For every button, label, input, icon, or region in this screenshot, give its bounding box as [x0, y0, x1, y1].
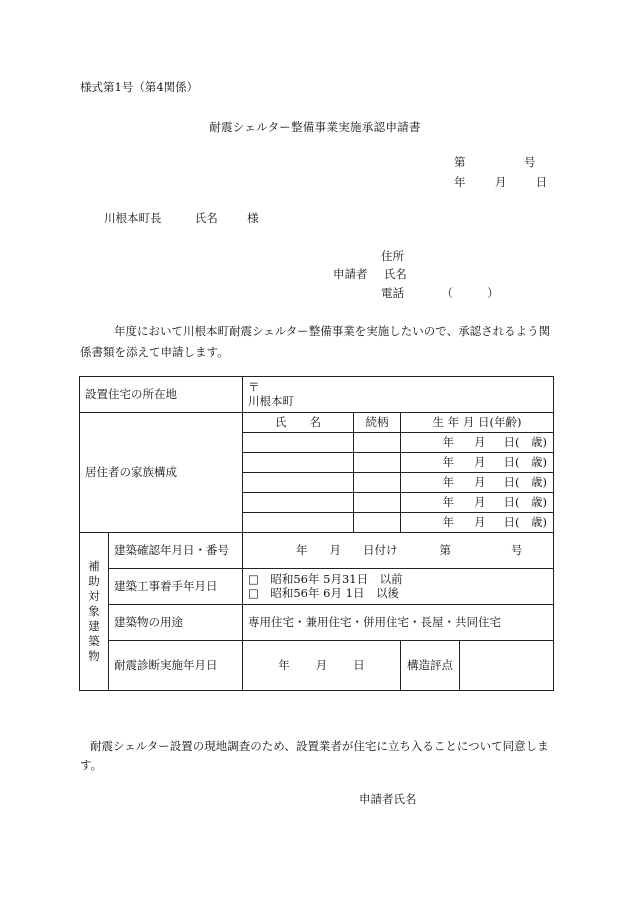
family-relation-cell[interactable]: [354, 493, 401, 513]
birth-month-label: 月: [474, 454, 486, 469]
structure-score-cell[interactable]: [460, 641, 554, 691]
doc-number-suffix: 号: [524, 155, 536, 169]
diagnosis-row: [80, 641, 554, 691]
application-statement: 年度において川根本町耐震シェルター整備事業を実施したいので、承認されるよう関係書類を添えて申請します。: [80, 324, 551, 359]
applicant-address-label: 住所: [381, 249, 404, 263]
family-relation-cell[interactable]: [354, 513, 401, 533]
col-birth-header: 生 年 月 日(年齢): [401, 413, 554, 433]
start-label: 建築工事着手年月日: [109, 569, 243, 605]
family-label: 居住者の家族構成: [80, 413, 243, 533]
addressee: [104, 213, 259, 225]
location-cell[interactable]: [243, 377, 554, 413]
building-label-char: 物: [88, 649, 100, 663]
confirm-day-label: 日付け: [363, 542, 398, 557]
addressee-name-label: 氏名: [194, 211, 218, 225]
document-title: 耐震シェルター整備事業実施承認申請書: [209, 120, 421, 134]
birth-day-age-label: 日( 歳): [503, 454, 547, 469]
applicant-phone-label: 電話: [381, 286, 404, 300]
family-birth-cell[interactable]: [401, 513, 554, 533]
consent-statement: 耐震シェルター設置の現地調査のため、設置業者が住宅に立ち入ることについて同意します。: [80, 739, 549, 772]
addressee-honorific: 様: [247, 211, 259, 225]
family-birth-cell[interactable]: [401, 453, 554, 473]
family-name-cell[interactable]: [243, 473, 354, 493]
family-relation-cell[interactable]: [354, 453, 401, 473]
birth-year-label: 年: [442, 514, 455, 529]
birth-year-label: 年: [442, 494, 455, 509]
diagnosis-label: 耐震診断実施年月日: [109, 641, 243, 691]
birth-month-label: 月: [474, 474, 486, 489]
applicant-name-row: [333, 269, 407, 281]
confirm-cell[interactable]: [243, 533, 554, 569]
doc-number-label: 第: [454, 155, 466, 169]
birth-day-age-label: 日( 歳): [503, 474, 547, 489]
birth-year-label: 年: [442, 434, 455, 449]
postal-mark: 〒: [248, 380, 260, 395]
diagnosis-day-label: 日: [353, 657, 365, 672]
family-birth-cell[interactable]: [401, 433, 554, 453]
family-name-cell[interactable]: [243, 433, 354, 453]
confirm-label: 建築確認年月日・番号: [109, 533, 243, 569]
family-relation-cell[interactable]: [354, 433, 401, 453]
usage-row: [80, 605, 554, 641]
applicant-phone-parens: （ ）: [441, 286, 499, 300]
confirm-year-label: 年: [296, 542, 308, 557]
building-label-char: 補: [88, 559, 100, 573]
birth-month-label: 月: [474, 434, 486, 449]
family-name-cell[interactable]: [243, 513, 354, 533]
diagnosis-date-cell[interactable]: [243, 641, 401, 691]
application-table: [79, 376, 554, 691]
diagnosis-month-label: 月: [315, 657, 328, 672]
applicant-name-label: 氏名: [383, 267, 407, 281]
option-after-1981[interactable]: □ 昭和56年 6月 1日 以後: [248, 585, 399, 600]
signature-label: 申請者氏名: [359, 792, 417, 806]
location-label: 設置住宅の所在地: [80, 377, 243, 413]
form-number: 様式第1号（第4関係）: [80, 80, 199, 94]
family-name-cell[interactable]: [243, 453, 354, 473]
building-label-char: 対: [88, 589, 100, 603]
birth-month-label: 月: [474, 494, 486, 509]
usage-label: 建築物の用途: [109, 605, 243, 641]
location-row: [80, 377, 554, 413]
structure-score-label: 構造評点: [401, 641, 460, 691]
birth-day-age-label: 日( 歳): [503, 494, 547, 509]
date-year-label: 年: [454, 175, 466, 189]
family-birth-cell[interactable]: [401, 493, 554, 513]
col-name-header: 氏 名: [243, 413, 354, 433]
application-date: [454, 177, 547, 189]
building-label-char: 象: [88, 604, 100, 618]
confirm-row: [80, 533, 554, 569]
family-header-row: [80, 413, 554, 433]
location-town: 川根本町: [248, 393, 294, 408]
applicant-label: 申請者: [333, 267, 368, 281]
birth-year-label: 年: [442, 454, 455, 469]
family-name-cell[interactable]: [243, 493, 354, 513]
usage-options[interactable]: 専用住宅・兼用住宅・併用住宅・長屋・共同住宅: [243, 605, 554, 641]
building-label: [80, 533, 109, 691]
family-birth-cell[interactable]: [401, 473, 554, 493]
applicant-phone-row: [381, 288, 499, 300]
building-label-char: 助: [88, 574, 100, 588]
addressee-office: 川根本町長: [104, 211, 162, 225]
date-month-label: 月: [494, 175, 507, 189]
start-options: [243, 569, 554, 605]
birth-day-age-label: 日( 歳): [503, 434, 547, 449]
building-label-char: 建: [88, 619, 100, 633]
birth-month-label: 月: [474, 514, 486, 529]
option-before-1981[interactable]: □ 昭和56年 5月31日 以前: [248, 572, 403, 587]
diagnosis-year-label: 年: [278, 657, 290, 672]
start-row: [80, 569, 554, 605]
confirm-no-prefix: 第: [439, 542, 451, 557]
birth-year-label: 年: [442, 474, 455, 489]
family-relation-cell[interactable]: [354, 473, 401, 493]
date-day-label: 日: [535, 175, 548, 189]
birth-day-age-label: 日( 歳): [503, 514, 547, 529]
confirm-month-label: 月: [329, 542, 341, 557]
confirm-no-suffix: 号: [511, 542, 523, 557]
col-relation-header: 続柄: [354, 413, 401, 433]
building-label-char: 築: [88, 634, 100, 648]
